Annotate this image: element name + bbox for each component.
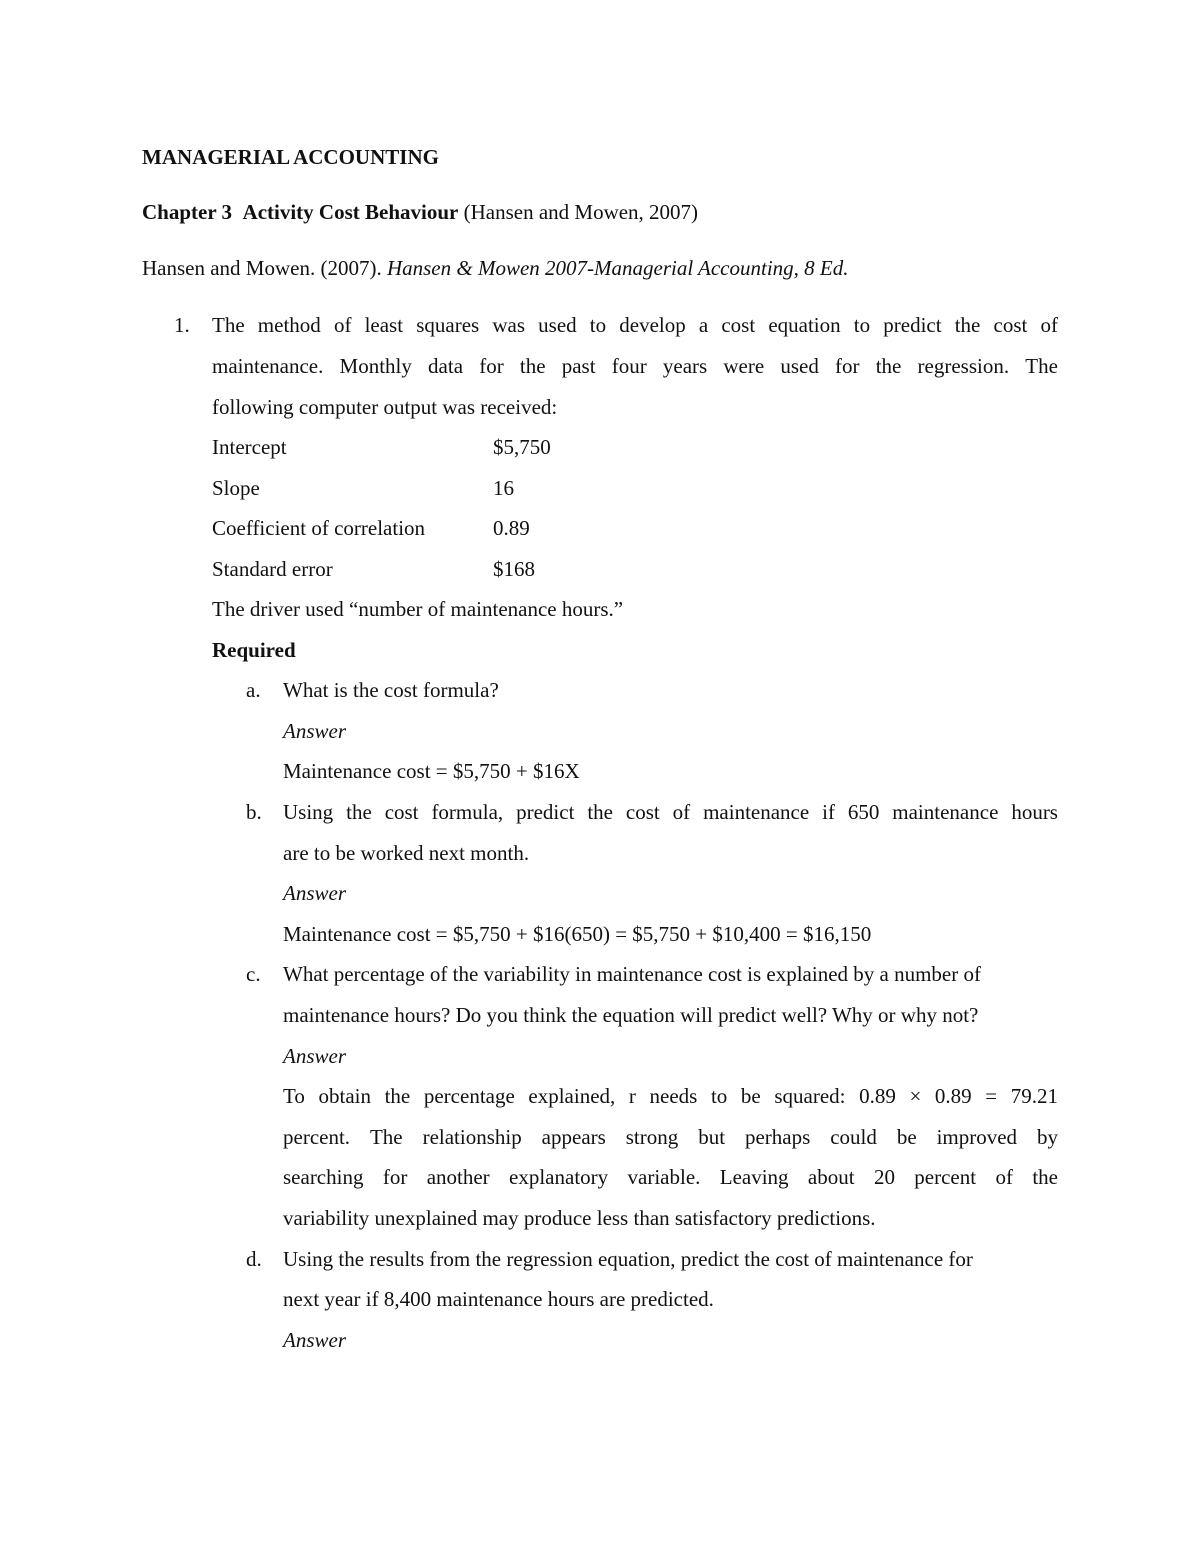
question-text-line-1: The method of least squares was used to develop a cost equation to predict the cost of — [212, 313, 1058, 337]
part-c-question-line-2: maintenance hours? Do you think the equation will predict well? Why or why not? — [283, 1003, 979, 1027]
part-c-answer-line-1: To obtain the percentage explained, r needs to be squared: 0.89 × 0.89 = 79.21 — [283, 1084, 1058, 1108]
output-label: Coefficient of correlation — [212, 516, 426, 540]
chapter-source: (Hansen and Mowen, 2007) — [463, 200, 699, 224]
chapter-heading — [142, 202, 698, 223]
question-text-line-3: following computer output was received: — [212, 395, 558, 419]
part-a-question: What is the cost formula? — [283, 678, 499, 702]
output-value: $168 — [493, 557, 535, 581]
question-number: 1. — [174, 313, 190, 337]
output-label: Slope — [212, 476, 260, 500]
part-c-letter: c. — [246, 962, 261, 986]
output-label: Intercept — [212, 435, 287, 459]
part-c-question-line-1: What percentage of the variability in maintenance cost is explained by a number of — [283, 962, 981, 986]
part-d-letter: d. — [246, 1247, 262, 1271]
required-heading: Required — [212, 638, 296, 662]
part-b-answer: Maintenance cost = $5,750 + $16(650) = $5,750 + $10,400 = $16,150 — [283, 922, 872, 946]
output-value: 0.89 — [493, 516, 530, 540]
doc-title: MANAGERIAL ACCOUNTING — [142, 145, 439, 169]
chapter-label: Chapter 3 — [142, 200, 233, 224]
part-b-letter: b. — [246, 800, 262, 824]
part-a-answer: Maintenance cost = $5,750 + $16X — [283, 759, 580, 783]
chapter-topic: Activity Cost Behaviour — [242, 200, 459, 224]
reference-authors: Hansen and Mowen. (2007). — [142, 256, 382, 280]
part-b-question-line-2: are to be worked next month. — [283, 841, 530, 865]
part-d-question-line-1: Using the results from the regression equation, predict the cost of maintenance for — [283, 1247, 973, 1271]
part-c-answer-line-3: searching for another explanatory variable. Leaving about 20 percent of the — [283, 1165, 1058, 1189]
output-label: Standard error — [212, 557, 333, 581]
answer-label: Answer — [283, 1044, 346, 1068]
reference-work: Hansen & Mowen 2007-Managerial Accounting, 8 Ed. — [386, 256, 849, 280]
answer-label: Answer — [283, 881, 346, 905]
answer-label: Answer — [283, 1328, 346, 1352]
driver-note: The driver used “number of maintenance hours.” — [212, 597, 624, 621]
reference-line — [142, 258, 849, 279]
part-c-answer-line-4: variability unexplained may produce less than satisfactory predictions. — [283, 1206, 876, 1230]
part-b-question-line-1: Using the cost formula, predict the cost of maintenance if 650 maintenance hours — [283, 800, 1058, 824]
output-value: $5,750 — [493, 435, 551, 459]
part-c-answer-line-2: percent. The relationship appears strong but perhaps could be improved by — [283, 1125, 1058, 1149]
output-value: 16 — [493, 476, 514, 500]
answer-label: Answer — [283, 719, 346, 743]
part-a-letter: a. — [246, 678, 261, 702]
part-d-question-line-2: next year if 8,400 maintenance hours are predicted. — [283, 1287, 714, 1311]
question-text-line-2: maintenance. Monthly data for the past four years were used for the regression. The — [212, 354, 1058, 378]
